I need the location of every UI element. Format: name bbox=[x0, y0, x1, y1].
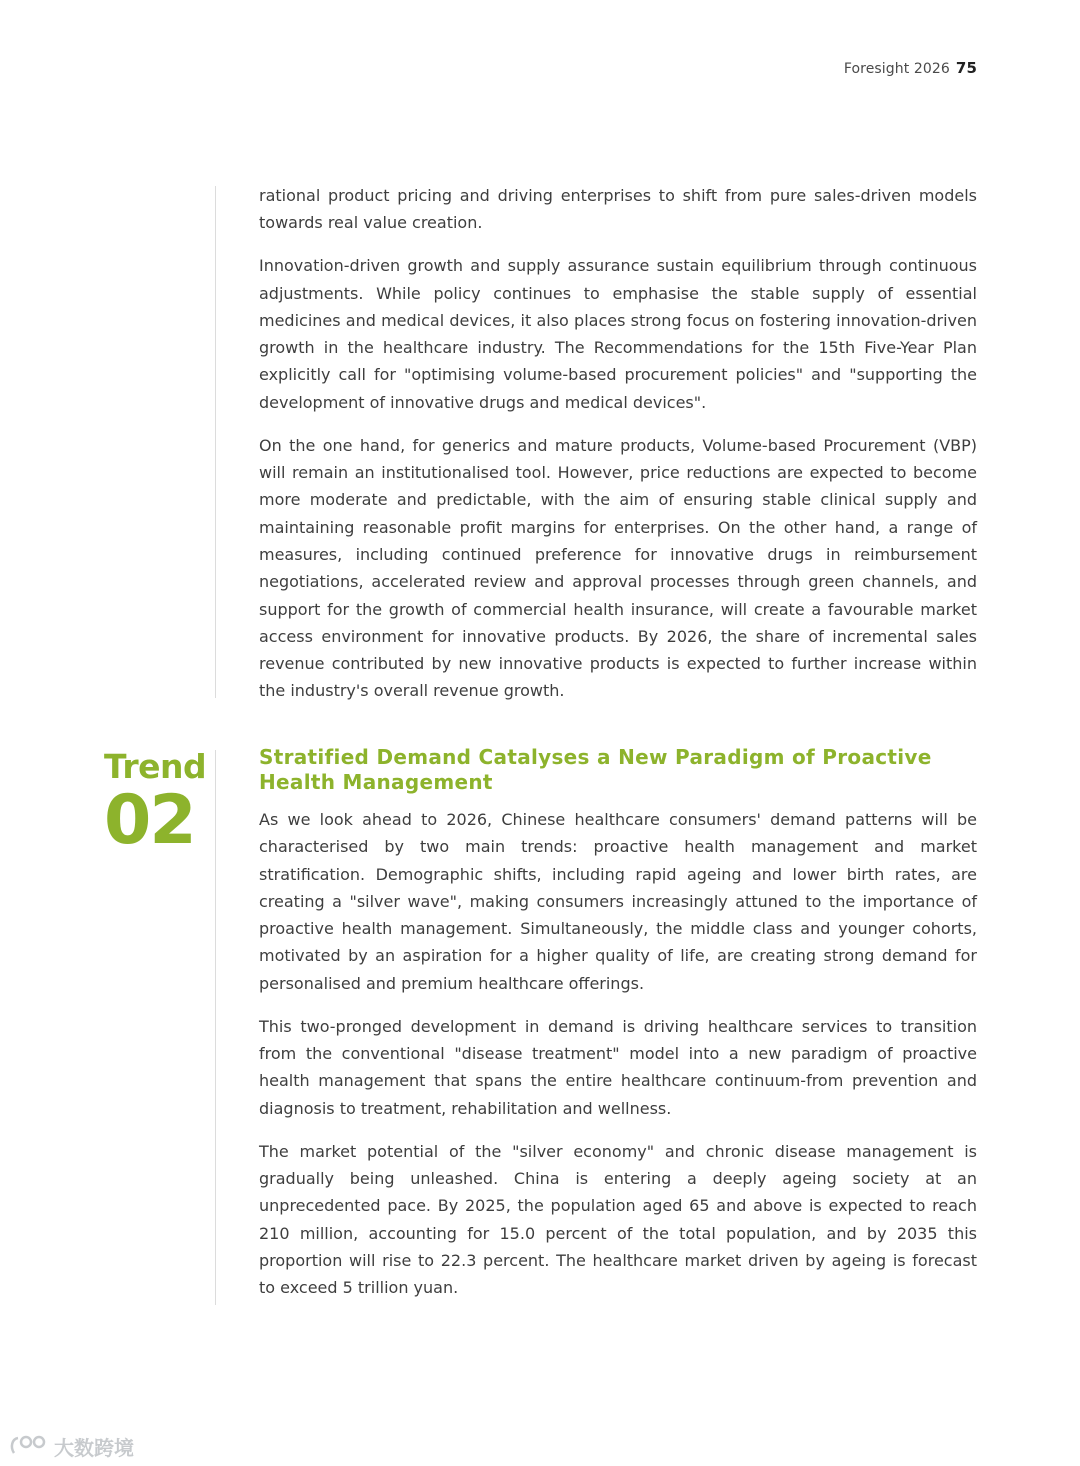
vertical-rule-top bbox=[215, 186, 216, 698]
paragraph: rational product pricing and driving enterprises to shift from pure sales-driven models towards real value creation. bbox=[259, 186, 977, 233]
page-number: 75 bbox=[955, 59, 977, 77]
paragraph: This two-pronged development in demand is driving healthcare services to transition from the conventional "disease treatment" model into a new paradigm of proactive health management that spans the entire healthcare continuum-from prevention and diagnosis to treatment, rehabilitation and wellness. bbox=[259, 1016, 977, 1118]
top-text-column bbox=[259, 182, 977, 720]
report-title: Foresight 2026 bbox=[843, 61, 950, 77]
watermark bbox=[8, 1430, 134, 1462]
vertical-rule-bottom bbox=[215, 750, 216, 1305]
paragraph: The market potential of the "silver economy" and chronic disease management is gradually being unleashed. China is entering a deeply ageing society at an unprecedented pace. By 2025, the population aged 65 and above is expected to reach 210 million, accounting for 15.0 percent of the total population, and by 2035 this proportion will rise to 22.3 percent. The healthcare market driven by ageing is forecast to exceed 5 trillion yuan. bbox=[259, 1141, 977, 1298]
bottom-text-column bbox=[259, 745, 977, 1317]
trend-label: Trend bbox=[104, 747, 207, 786]
watermark-logo-icon bbox=[8, 1433, 48, 1459]
trend-number: 02 bbox=[104, 781, 195, 860]
section-heading: Stratified Demand Catalyses a New Paradigm of Proactive Health Management bbox=[259, 745, 932, 794]
watermark-text: 大数跨境 bbox=[54, 1435, 134, 1460]
paragraph: As we look ahead to 2026, Chinese healthcare consumers' demand patterns will be characterised by two main trends: proactive health management and market stratification. Demographic shifts, including rapid ageing and lower birth rates, are creating a "silver wave", making consumers increasingly attuned to the importance of proactive health management. Simultaneously, the middle class and younger cohorts, motivated by an aspiration for a higher quality of life, are creating strong demand for personalised and premium healthcare offerings. bbox=[259, 810, 977, 993]
paragraph: Innovation-driven growth and supply assurance sustain equilibrium through continuous adjustments. While policy continues to emphasise the stable supply of essential medicines and medical devices, it also places strong focus on fostering innovation-driven growth in the healthcare industry. The Recommendations for the 15th Five-Year Plan explicitly call for "optimising volume-based procurement policies" and "supporting the development of innovative drugs and medical devices". bbox=[259, 256, 977, 412]
page-header bbox=[844, 59, 977, 77]
trend-marker bbox=[104, 747, 207, 860]
paragraph: On the one hand, for generics and mature products, Volume-based Procurement (VBP) will remain an institutionalised tool. However, price reductions are expected to become more moderate and predictable, with the aim of ensuring stable clinical supply and maintaining reasonable profit margins for enterprises. On the other hand, a range of measures, including continued preference for innovative drugs in reimbursement negotiations, accelerated review and approval processes through green channels, and support for the growth of commercial health insurance, will create a favourable market access environment for innovative products. By 2026, the share of incremental sales revenue contributed by new innovative products is expected to further increase within the industry's overall revenue growth. bbox=[259, 435, 977, 701]
